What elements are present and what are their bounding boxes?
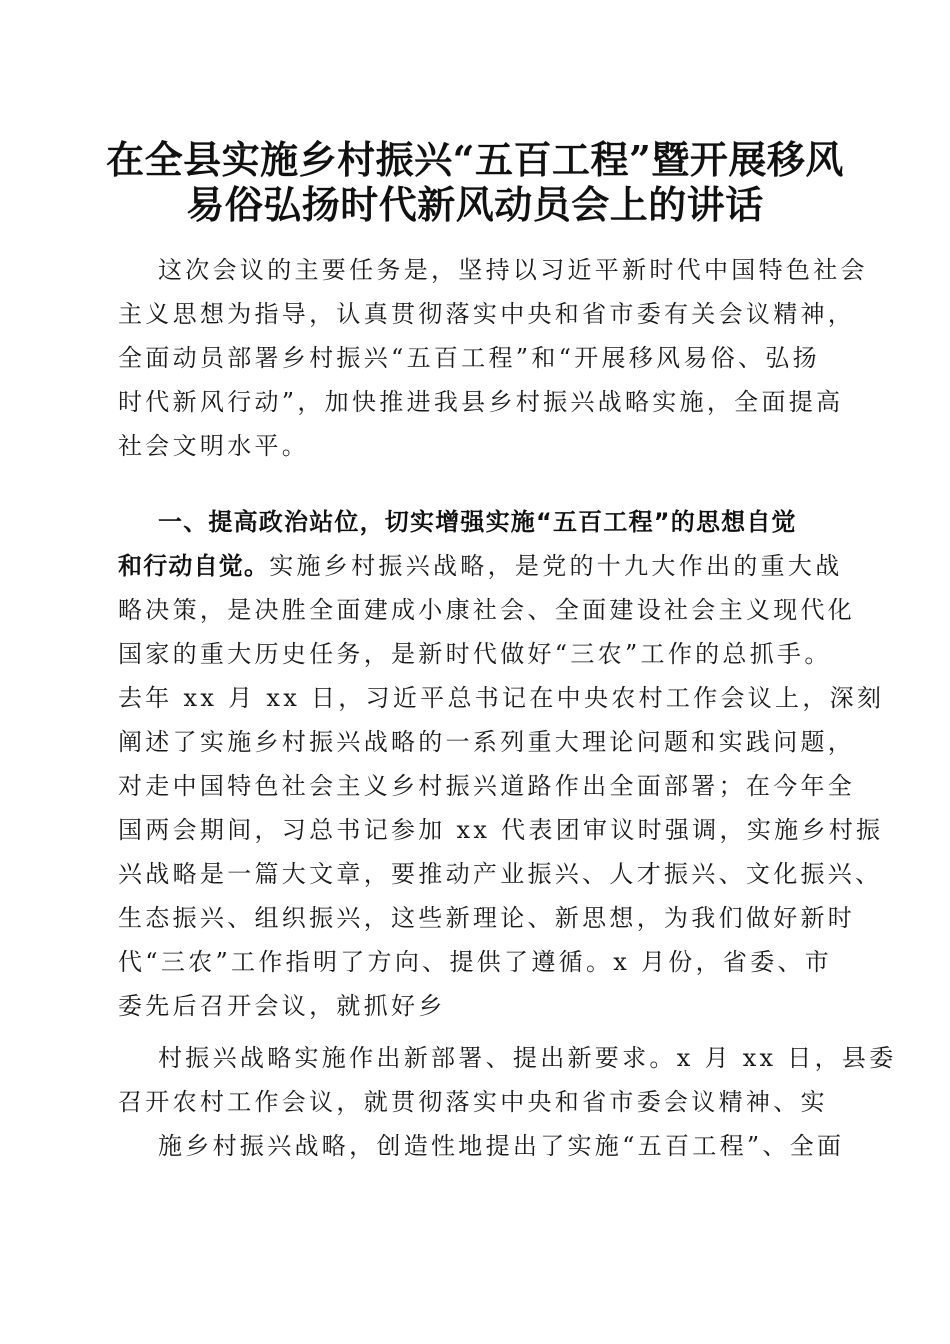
para1-line-2: 主义思想为指导，认真贯彻落实中央和省市委有关会议精神， bbox=[118, 300, 856, 328]
para1-line-1: 这次会议的主要任务是，坚持以习近平新时代中国特色社会 bbox=[158, 256, 868, 284]
para2-line-2: 国家的重大历史任务，是新时代做好“三农”工作的总抓手。 bbox=[118, 640, 832, 668]
document-title-line-1: 在全县实施乡村振兴“五百工程”暨开展移风 bbox=[106, 137, 844, 182]
para2-line-4: 阐述了实施乡村振兴战略的一系列重大理论问题和实践问题， bbox=[118, 728, 856, 756]
para2-line-7: 兴战略是一篇大文章，要推动产业振兴、人才振兴、文化振兴、 bbox=[118, 860, 883, 888]
section1-heading-bold-1: 一、提高政治站位，切实增强实施“五百工程”的思想自觉 bbox=[158, 508, 797, 536]
para2-line-10: 委先后召开会议，就抓好乡 bbox=[118, 992, 446, 1020]
para2-line-6: 国两会期间，习总书记参加 xx 代表团审议时强调，实施乡村振 bbox=[118, 816, 884, 844]
para2-line-5: 对走中国特色社会主义乡村振兴道路作出全面部署；在今年全 bbox=[118, 772, 856, 800]
para1-line-3: 全面动员部署乡村振兴“五百工程”和“开展移风易俗、弘扬 bbox=[118, 344, 820, 372]
section1-heading-bold-2: 和行动自觉。 bbox=[118, 552, 270, 580]
document-title-line-2: 易俗弘扬时代新风动员会上的讲话 bbox=[186, 182, 764, 227]
para1-line-5: 社会文明水平。 bbox=[118, 432, 310, 460]
section1-text-start: 实施乡村振兴战略，是党的十九大作出的重大战 bbox=[269, 552, 843, 580]
para2-line-8: 生态振兴、组织振兴，这些新理论、新思想，为我们做好新时 bbox=[118, 904, 856, 932]
section1-heading-line-1 bbox=[158, 500, 797, 544]
para3-line-2: 召开农村工作会议，就贯彻落实中央和省市委会议精神、实 bbox=[118, 1088, 828, 1116]
para3-line-1: 村振兴战略实施作出新部署、提出新要求。x 月 xx 日，县委 bbox=[158, 1044, 897, 1072]
para1-line-4: 时代新风行动”，加快推进我县乡村振兴战略实施，全面提高 bbox=[118, 388, 844, 416]
section1-heading-line-2 bbox=[118, 544, 843, 588]
para2-line-9: 代“三农”工作指明了方向、提供了遵循。x 月份，省委、市 bbox=[118, 948, 833, 976]
para2-line-1: 略决策，是决胜全面建成小康社会、全面建设社会主义现代化 bbox=[118, 596, 856, 624]
para2-line-3: 去年 xx 月 xx 日，习近平总书记在中央农村工作会议上，深刻 bbox=[118, 684, 885, 712]
para4-line-1: 施乡村振兴战略，创造性地提出了实施“五百工程”、全面 bbox=[158, 1132, 845, 1160]
